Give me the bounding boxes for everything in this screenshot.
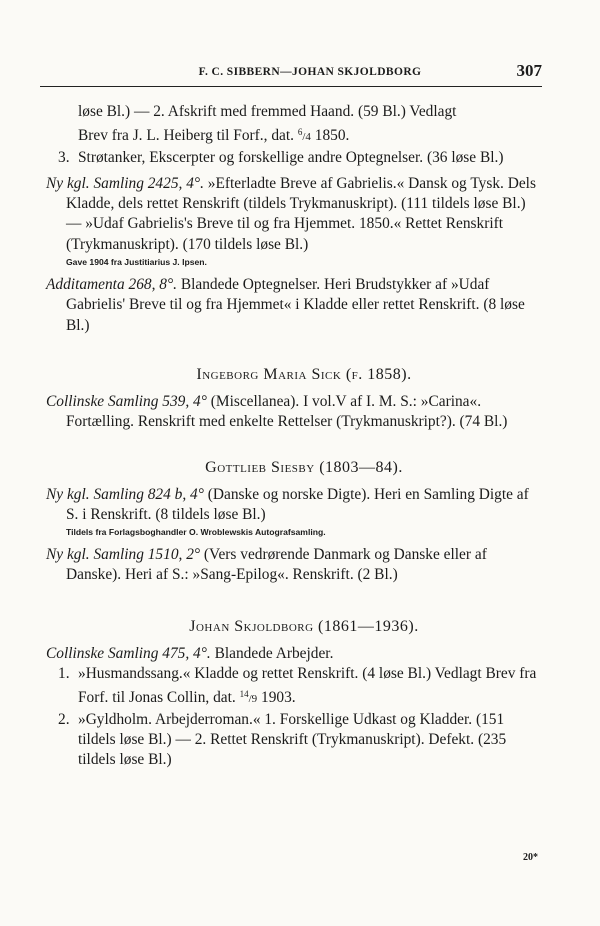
list-number: 2. (58, 710, 70, 728)
section-heading-skjoldborg: Johan Skjoldborg (1861—1936). (189, 617, 419, 635)
continuation-line-2: Brev fra J. L. Heiberg til Forf., dat. (78, 127, 298, 145)
running-header (40, 60, 542, 87)
signature-mark: 20* (523, 852, 538, 863)
catalog-entry-ny-kgl-2425 (46, 174, 542, 255)
date-denominator: /4 (302, 131, 311, 144)
entry-text: (Vers vedrørende Danmark og Danske eller af Danske). Heri af S.: »Sang-Epilog«. Renskrift. (2 Bl.) (66, 546, 487, 584)
entry-source: Collinske Samling 539, 4° (46, 392, 207, 410)
date-numerator: 14 (239, 689, 249, 700)
provenance-note: Tildels fra Forlagsboghandler O. Wroblewskis Autografsamling. (66, 527, 326, 538)
list-number: 1. (58, 665, 70, 683)
list-item-text: »Husmandssang.« Kladde og rettet Renskrift. (4 løse Bl.) Vedlagt Brev fra Forf. til Jonas Collin, dat. (78, 665, 537, 707)
entry-text: »Efterladte Breve af Gabrielis.« Dansk og Tysk. Dels Kladde, dels rettet Renskrift (tildels Trykmanuskript). (111 tildels løse Bl.) — »Udaf Gabrielis's Breve til og fra Hjemmet. 1850.« Rettet Renskrift (Trykmanuskript). (170 tildels løse Bl.) (66, 174, 536, 253)
list-item-3 (46, 148, 542, 168)
page-number: 307 (516, 61, 542, 80)
list-item-1 (46, 664, 542, 710)
continuation-line-1: løse Bl.) — 2. Afskrift med fremmed Haand. (59 Bl.) Vedlagt (78, 103, 457, 120)
entry-source: Ny kgl. Samling 2425, 4°. (46, 174, 204, 192)
entry-text: Blandede Arbejder. (210, 644, 334, 662)
continuation-line-2-end: 1850. (310, 127, 350, 145)
page-content (46, 102, 542, 771)
catalog-entry-ny-kgl-824b (46, 485, 542, 526)
catalog-entry-collinske-475 (46, 644, 542, 664)
list-number: 3. (58, 148, 70, 166)
catalog-entry-collinske-539 (46, 392, 542, 433)
catalog-entry-additamenta-268 (46, 275, 542, 336)
entry-text: Blandede Optegnelser. Heri Brudstykker af »Udaf Gabrielis' Breve til og fra Hjemmet« i Kladde eller rettet Renskrift. (8 løse Bl.) (66, 276, 525, 334)
date-denominator: /9 (248, 693, 258, 706)
section-heading-sick: Ingeborg Maria Sick (f. 1858). (196, 365, 412, 383)
provenance-note: Gave 1904 fra Justitiarius J. Ipsen. (66, 257, 207, 268)
list-item-text: Strøtanker, Ekscerpter og forskellige andre Optegnelser. (36 løse Bl.) (78, 148, 504, 166)
catalog-entry-ny-kgl-1510 (46, 545, 542, 586)
entry-source: Ny kgl. Samling 824 b, 4° (46, 485, 204, 503)
continuation-paragraph (46, 102, 542, 148)
list-item-text-end: 1903. (257, 689, 296, 707)
entry-text: (Miscellanea). I vol.V af I. M. S.: »Carina«. Fortælling. Renskrift med enkelte Rettelser (Trykmanuskript?). (74 Bl.) (66, 392, 508, 431)
list-item-2 (46, 710, 542, 771)
running-title: F. C. SIBBERN—JOHAN SKJOLDBORG (198, 66, 422, 78)
entry-source: Additamenta 268, 8°. (46, 276, 177, 294)
entry-source: Collinske Samling 475, 4°. (46, 644, 211, 662)
list-item-text: »Gyldholm. Arbejderroman.« 1. Forskellige Udkast og Kladder. (151 tildels løse Bl.) — 2. Rettet Renskrift (Trykmanuskript). Defekt. (235 tildels løse Bl.) (78, 710, 507, 769)
section-heading-siesby: Gottlieb Siesby (1803—84). (205, 458, 403, 476)
entry-text: (Danske og norske Digte). Heri en Samling Digte af S. i Renskrift. (8 tildels løse Bl.) (66, 485, 529, 523)
entry-source: Ny kgl. Samling 1510, 2° (46, 546, 201, 564)
date-numerator: 6 (297, 127, 303, 138)
